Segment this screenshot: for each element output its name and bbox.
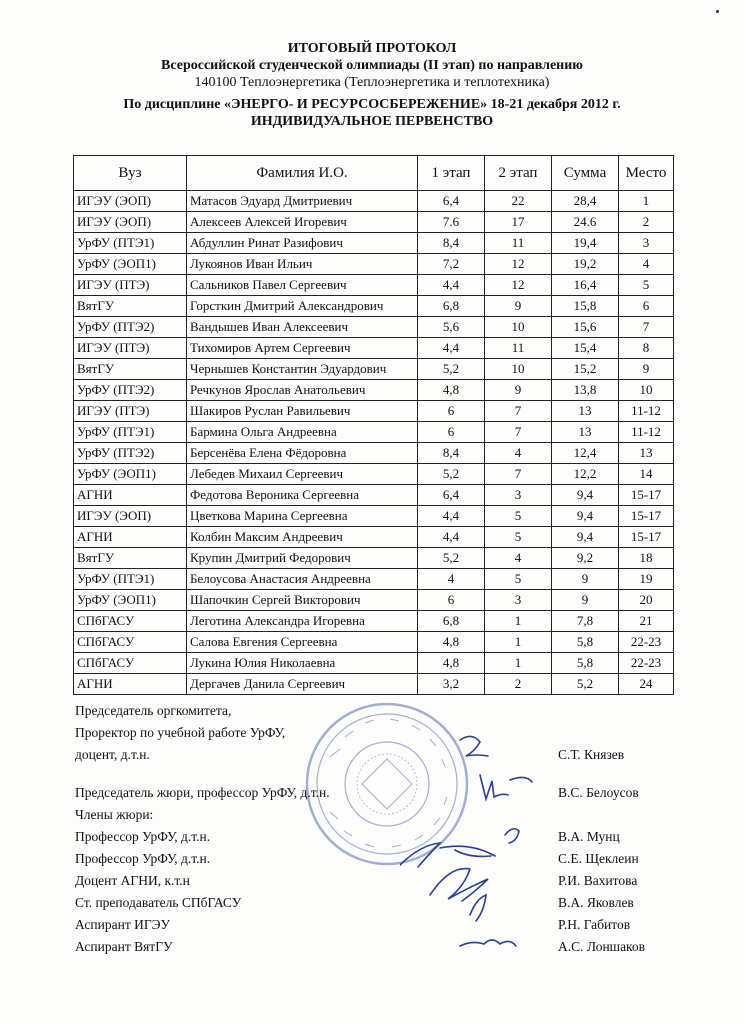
jury-member [75,914,675,936]
cell-stage1: 4,8 [418,653,485,674]
results-table [73,155,674,695]
cell-sum: 9,4 [552,527,619,548]
cell-place: 14 [619,464,674,485]
olympiad-line: Всероссийской студенческой олимпиады (II этап) по направлению [161,58,583,73]
cell-stage2: 1 [485,653,552,674]
jury-member-name: С.Е. Щеклеин [558,851,639,866]
jury-member-role: Профессор УрФУ, д.т.н. [75,829,211,844]
jury-member [75,870,675,892]
jury-member-role: Доцент АГНИ, к.т.н [75,873,190,888]
jury-member-role: Профессор УрФУ, д.т.н. [75,851,211,866]
jury-member-name: В.А. Яковлев [558,895,634,910]
jury-member-name: А.С. Лоншаков [558,939,646,954]
cell-university: УрФУ (ПТЭ1) [74,569,187,590]
table-row [74,212,674,233]
cell-place: 7 [619,317,674,338]
jury-chair-name: В.С. Белоусов [558,785,639,800]
cell-stage1: 4,4 [418,527,485,548]
cell-sum: 15,6 [552,317,619,338]
cell-place: 8 [619,338,674,359]
cell-name: Алексеев Алексей Игоревич [187,212,418,233]
cell-place: 5 [619,275,674,296]
cell-stage2: 3 [485,590,552,611]
cell-stage1: 5,2 [418,548,485,569]
cell-name: Белоусова Анастасия Андреевна [187,569,418,590]
cell-stage2: 1 [485,611,552,632]
col-header-place: Место [619,156,674,191]
cell-stage2: 10 [485,359,552,380]
cell-name: Горсткин Дмитрий Александрович [187,296,418,317]
cell-university: УрФУ (ПТЭ1) [74,422,187,443]
cell-stage1: 6,8 [418,296,485,317]
cell-stage2: 11 [485,338,552,359]
cell-stage2: 11 [485,233,552,254]
table-row [74,590,674,611]
cell-place: 9 [619,359,674,380]
org-chair-line2: Проректор по учебной работе УрФУ, [75,725,286,740]
table-row [74,569,674,590]
cell-sum: 9 [552,569,619,590]
col-header-university: Вуз [74,156,187,191]
cell-name: Леготина Александра Игоревна [187,611,418,632]
table-row [74,674,674,695]
cell-stage1: 5,2 [418,359,485,380]
org-chair-degree: доцент, д.т.н. [75,747,150,762]
cell-stage1: 6,4 [418,485,485,506]
cell-university: УрФУ (ЭОП1) [74,254,187,275]
cell-stage2: 4 [485,548,552,569]
cell-place: 22-23 [619,632,674,653]
jury-member-role: Аспирант ВятГУ [75,939,173,954]
cell-sum: 12,4 [552,443,619,464]
cell-university: УрФУ (ЭОП1) [74,464,187,485]
cell-university: ИГЭУ (ЭОП) [74,212,187,233]
cell-university: СПбГАСУ [74,632,187,653]
cell-name: Колбин Максим Андреевич [187,527,418,548]
cell-stage1: 8,4 [418,233,485,254]
table-row [74,653,674,674]
cell-stage2: 9 [485,380,552,401]
cell-sum: 5,2 [552,674,619,695]
cell-university: ИГЭУ (ПТЭ) [74,401,187,422]
cell-sum: 9,4 [552,506,619,527]
table-row [74,611,674,632]
cell-name: Вандышев Иван Алексеевич [187,317,418,338]
table-row [74,275,674,296]
jury-members-label: Члены жюри: [75,807,154,822]
org-chair-line1: Председатель оргкомитета, [75,703,232,718]
table-row [74,254,674,275]
cell-place: 13 [619,443,674,464]
cell-stage1: 4,4 [418,338,485,359]
cell-sum: 5,8 [552,632,619,653]
jury-member-name: Р.И. Вахитова [558,873,638,888]
table-row [74,632,674,653]
cell-university: ИГЭУ (ПТЭ) [74,275,187,296]
discipline-line: По дисциплине «ЭНЕРГО- И РЕСУРСОСБЕРЕЖЕНИЕ» 18-21 декабря 2012 г. [123,97,621,112]
cell-stage2: 5 [485,569,552,590]
cell-sum: 19,4 [552,233,619,254]
cell-place: 11-12 [619,401,674,422]
cell-name: Лукина Юлия Николаевна [187,653,418,674]
document-header [0,40,744,130]
cell-place: 3 [619,233,674,254]
jury-member [75,826,675,848]
cell-place: 4 [619,254,674,275]
col-header-sum: Сумма [552,156,619,191]
cell-name: Крупин Дмитрий Федорович [187,548,418,569]
cell-sum: 7,8 [552,611,619,632]
cell-place: 21 [619,611,674,632]
cell-stage2: 5 [485,527,552,548]
jury-chair-line [75,782,675,804]
table-row [74,191,674,212]
cell-university: УрФУ (ПТЭ2) [74,443,187,464]
cell-stage1: 7,2 [418,254,485,275]
cell-stage2: 7 [485,401,552,422]
table-row [74,485,674,506]
table-row [74,527,674,548]
cell-place: 18 [619,548,674,569]
cell-sum: 19,2 [552,254,619,275]
cell-sum: 13 [552,401,619,422]
cell-stage1: 3,2 [418,674,485,695]
table-row [74,506,674,527]
cell-name: Федотова Вероника Сергеевна [187,485,418,506]
cell-place: 6 [619,296,674,317]
cell-university: ИГЭУ (ЭОП) [74,191,187,212]
cell-name: Сальников Павел Сергеевич [187,275,418,296]
cell-stage1: 6 [418,422,485,443]
cell-sum: 16,4 [552,275,619,296]
cell-stage2: 22 [485,191,552,212]
cell-stage2: 10 [485,317,552,338]
table-body [74,191,674,695]
cell-place: 19 [619,569,674,590]
cell-university: АГНИ [74,674,187,695]
cell-place: 24 [619,674,674,695]
cell-stage1: 6,4 [418,191,485,212]
cell-stage2: 7 [485,464,552,485]
cell-sum: 15,4 [552,338,619,359]
cell-university: УрФУ (ПТЭ1) [74,233,187,254]
cell-sum: 9,4 [552,485,619,506]
cell-sum: 13 [552,422,619,443]
signature-block [75,700,675,958]
cell-stage2: 9 [485,296,552,317]
table-row [74,233,674,254]
cell-sum: 12,2 [552,464,619,485]
cell-university: ВятГУ [74,359,187,380]
cell-stage1: 4,8 [418,380,485,401]
cell-stage2: 1 [485,632,552,653]
cell-place: 15-17 [619,506,674,527]
table-row [74,443,674,464]
cell-stage1: 5,2 [418,464,485,485]
cell-place: 20 [619,590,674,611]
table-row [74,422,674,443]
cell-stage2: 12 [485,275,552,296]
cell-university: СПбГАСУ [74,653,187,674]
cell-place: 15-17 [619,485,674,506]
cell-sum: 9 [552,590,619,611]
cell-stage1: 4,8 [418,632,485,653]
jury-member-name: Р.Н. Габитов [558,917,631,932]
cell-university: ИГЭУ (ПТЭ) [74,338,187,359]
table-row [74,359,674,380]
cell-name: Шакиров Руслан Равильевич [187,401,418,422]
jury-member [75,848,675,870]
cell-university: УрФУ (ЭОП1) [74,590,187,611]
cell-stage2: 3 [485,485,552,506]
cell-name: Матасов Эдуард Дмитриевич [187,191,418,212]
jury-member-role: Аспирант ИГЭУ [75,917,171,932]
cell-university: УрФУ (ПТЭ2) [74,380,187,401]
cell-stage1: 4 [418,569,485,590]
cell-stage2: 17 [485,212,552,233]
cell-name: Салова Евгения Сергеевна [187,632,418,653]
cell-stage1: 7.6 [418,212,485,233]
cell-sum: 13,8 [552,380,619,401]
cell-stage2: 5 [485,506,552,527]
org-chair-line3 [75,744,675,766]
cell-university: ИГЭУ (ЭОП) [74,506,187,527]
document-title: ИТОГОВЫЙ ПРОТОКОЛ [287,41,457,56]
cell-name: Тихомиров Артем Сергеевич [187,338,418,359]
cell-sum: 15,8 [552,296,619,317]
cell-name: Абдуллин Ринат Разифович [187,233,418,254]
cell-name: Берсенёва Елена Фёдоровна [187,443,418,464]
cell-stage2: 4 [485,443,552,464]
cell-university: УрФУ (ПТЭ2) [74,317,187,338]
cell-sum: 9,2 [552,548,619,569]
cell-sum: 5,8 [552,653,619,674]
cell-name: Дергачев Данила Сергеевич [187,674,418,695]
cell-name: Чернышев Константин Эдуардович [187,359,418,380]
cell-place: 10 [619,380,674,401]
cell-name: Шапочкин Сергей Викторович [187,590,418,611]
cell-name: Цветкова Марина Сергеевна [187,506,418,527]
table-header-row [74,156,674,191]
col-header-stage1: 1 этап [418,156,485,191]
cell-sum: 24.6 [552,212,619,233]
cell-stage2: 2 [485,674,552,695]
cell-name: Лукоянов Иван Ильич [187,254,418,275]
cell-place: 11-12 [619,422,674,443]
cell-sum: 15,2 [552,359,619,380]
table-row [74,401,674,422]
table-row [74,296,674,317]
cell-place: 15-17 [619,527,674,548]
championship-line: ИНДИВИДУАЛЬНОЕ ПЕРВЕНСТВО [250,114,494,129]
table-row [74,464,674,485]
table-row [74,380,674,401]
cell-place: 1 [619,191,674,212]
direction-line: 140100 Теплоэнергетика (Теплоэнергетика и теплотехника) [194,75,550,90]
cell-stage2: 7 [485,422,552,443]
table-row [74,338,674,359]
cell-university: СПбГАСУ [74,611,187,632]
cell-stage1: 4,4 [418,275,485,296]
jury-chair-role: Председатель жюри, профессор УрФУ, д.т.н. [75,785,330,800]
jury-member [75,936,675,958]
cell-name: Бармина Ольга Андреевна [187,422,418,443]
cell-name: Речкунов Ярослав Анатольевич [187,380,418,401]
cell-place: 2 [619,212,674,233]
cell-stage1: 6 [418,590,485,611]
col-header-stage2: 2 этап [485,156,552,191]
cell-stage1: 6,8 [418,611,485,632]
cell-stage1: 5,6 [418,317,485,338]
cell-stage1: 4,4 [418,506,485,527]
col-header-name: Фамилия И.О. [187,156,418,191]
cell-stage2: 12 [485,254,552,275]
cell-place: 22-23 [619,653,674,674]
table-row [74,548,674,569]
org-chair-name: С.Т. Князев [558,747,625,762]
table-row [74,317,674,338]
cell-stage1: 8,4 [418,443,485,464]
jury-member-name: В.А. Мунц [558,829,620,844]
jury-member [75,892,675,914]
cell-university: ВятГУ [74,548,187,569]
cell-name: Лебедев Михаил Сергеевич [187,464,418,485]
cell-university: ВятГУ [74,296,187,317]
jury-member-role: Ст. преподаватель СПбГАСУ [75,895,242,910]
cell-university: АГНИ [74,527,187,548]
cell-stage1: 6 [418,401,485,422]
cell-sum: 28,4 [552,191,619,212]
cell-university: АГНИ [74,485,187,506]
scan-speck [716,10,719,13]
